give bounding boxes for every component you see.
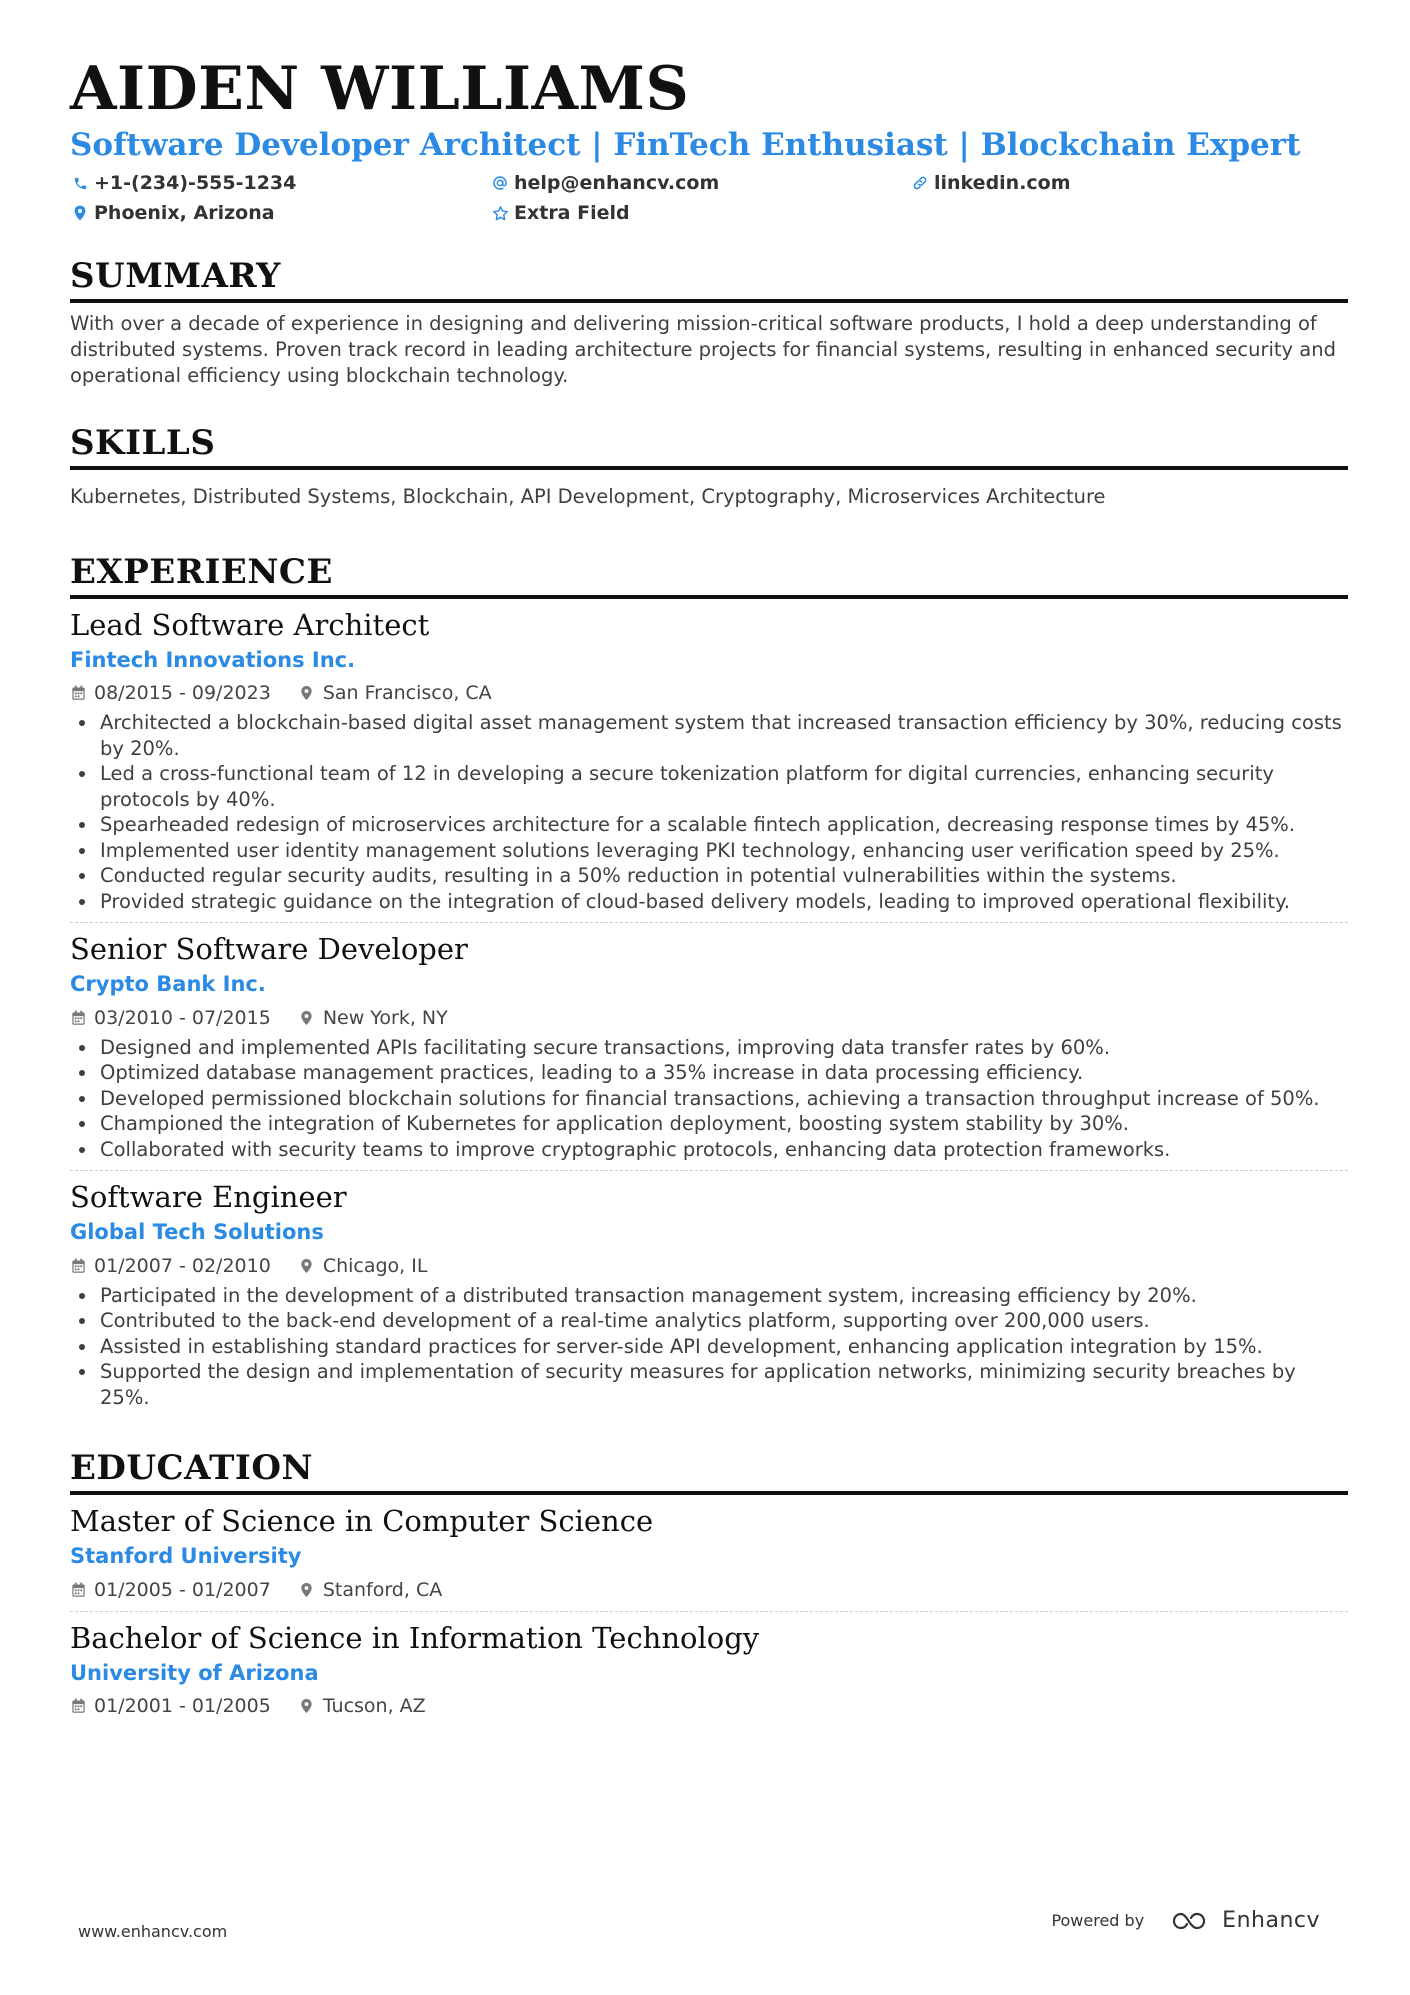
job-location-text: New York, NY (322, 1006, 448, 1029)
degree-title: Master of Science in Computer Science (70, 1504, 654, 1539)
bullet-item: • Collaborated with security teams to improve cryptographic protocols, enhancing data protection frameworks. (98, 1137, 1348, 1163)
calendar-icon (70, 1258, 86, 1274)
job-meta (70, 1253, 1348, 1279)
bullet-item: • Developed permissioned blockchain solutions for financial transactions, achieving a transaction throughput increase of 50%. (98, 1086, 1348, 1112)
skills-section (70, 423, 1348, 510)
enhancv-logo-icon (1170, 1909, 1214, 1933)
contact-phone-text: +1-(234)-555-1234 (94, 172, 297, 195)
location-pin-icon (299, 1698, 315, 1714)
summary-text: With over a decade of experience in designing and delivering mission-critical software products, I hold a deep understanding of distributed systems. Proven track record in leading architecture projects for financial systems, resulting in enhanced security and operational efficiency using blockchain technology. (70, 311, 1336, 387)
location-pin-icon (299, 1258, 315, 1274)
location-pin-icon (299, 1582, 315, 1598)
phone-icon (70, 176, 90, 191)
job-bullets (70, 710, 1348, 914)
bullet-item: • Provided strategic guidance on the integration of cloud-based delivery models, leading to improved operational flexibility. (98, 889, 1348, 915)
experience-title: EXPERIENCE (70, 552, 1348, 599)
location-pin-icon (299, 1010, 315, 1026)
bullet-item: • Optimized database management practices, leading to a 35% increase in data processing efficiency. (98, 1060, 1348, 1086)
bullet-item: • Designed and implemented APIs facilitating secure transactions, improving data transfer rates by 60%. (98, 1035, 1348, 1061)
calendar-icon (70, 1582, 86, 1598)
experience-item (70, 1179, 1348, 1410)
education-meta (70, 1577, 1348, 1603)
item-divider (70, 1170, 1348, 1171)
footer-website[interactable]: www.enhancv.com (78, 1922, 228, 1941)
contact-extra-field-text: Extra Field (514, 202, 630, 225)
experience-item (70, 931, 1348, 1171)
degree-title: Bachelor of Science in Information Technology (70, 1620, 760, 1655)
company-name: Crypto Bank Inc. (70, 972, 266, 997)
footer-branding[interactable] (1051, 1908, 1320, 1933)
company-name: Fintech Innovations Inc. (70, 647, 356, 672)
candidate-name: AIDEN WILLIAMS (70, 54, 690, 124)
at-icon (490, 175, 510, 191)
job-title: Lead Software Architect (70, 607, 430, 642)
item-divider (70, 922, 1348, 923)
school-name: University of Arizona (70, 1660, 319, 1685)
job-location (299, 1255, 428, 1277)
job-meta (70, 680, 1348, 706)
contact-extra-field (490, 200, 910, 226)
contact-linkedin-text: linkedin.com (934, 172, 1071, 195)
job-title: Software Engineer (70, 1180, 347, 1215)
calendar-icon (70, 1698, 86, 1714)
education-location-text: Stanford, CA (322, 1578, 443, 1601)
experience-section (70, 552, 1348, 1410)
calendar-icon (70, 1010, 86, 1026)
education-title: EDUCATION (70, 1448, 1348, 1495)
bullet-item: • Architected a blockchain-based digital asset management system that increased transaction efficiency by 30%, reducing costs by 20%. (98, 710, 1348, 761)
school-name: Stanford University (70, 1544, 302, 1569)
job-title: Senior Software Developer (70, 932, 468, 967)
job-dates: 01/2007 - 02/2010 (94, 1254, 271, 1277)
job-dates: 03/2010 - 07/2015 (94, 1006, 271, 1029)
contact-phone[interactable] (70, 170, 490, 196)
education-location (299, 1579, 442, 1601)
education-section (70, 1448, 1348, 1719)
bullet-item: • Supported the design and implementation of security measures for application networks, minimizing security breaches by 25%. (98, 1359, 1348, 1410)
education-meta (70, 1693, 1348, 1719)
job-location (299, 682, 492, 704)
summary-title: SUMMARY (70, 256, 1348, 303)
company-name: Global Tech Solutions (70, 1220, 324, 1245)
contact-list (70, 170, 1348, 226)
candidate-headline: Software Developer Architect | FinTech Enthusiast | Blockchain Expert (70, 127, 1301, 163)
job-dates: 08/2015 - 09/2023 (94, 682, 271, 705)
education-location (299, 1695, 426, 1717)
education-dates: 01/2005 - 01/2007 (94, 1578, 271, 1601)
resume-page (70, 54, 1348, 1719)
bullet-item: • Spearheaded redesign of microservices architecture for a scalable fintech application, decreasing response times by 45%. (98, 812, 1348, 838)
location-pin-icon (70, 205, 90, 221)
contact-location (70, 200, 490, 226)
bullet-item: • Implemented user identity management solutions leveraging PKI technology, enhancing user verification speed by 25%. (98, 838, 1348, 864)
job-location-text: Chicago, IL (322, 1254, 428, 1277)
job-bullets (70, 1035, 1348, 1163)
skills-title: SKILLS (70, 423, 1348, 470)
star-icon (490, 205, 510, 222)
contact-email-text: help@enhancv.com (514, 172, 720, 195)
bullet-item: • Contributed to the back-end development of a real-time analytics platform, supporting over 200,000 users. (98, 1308, 1348, 1334)
skills-text: Kubernetes, Distributed Systems, Blockchain, API Development, Cryptography, Microservices Architecture (70, 484, 1106, 508)
bullet-item: • Assisted in establishing standard practices for server-side API development, enhancing application integration by 15%. (98, 1334, 1348, 1360)
education-dates: 01/2001 - 01/2005 (94, 1695, 271, 1718)
location-pin-icon (299, 685, 315, 701)
job-bullets (70, 1283, 1348, 1411)
calendar-icon (70, 685, 86, 701)
bullet-item: • Conducted regular security audits, resulting in a 50% reduction in potential vulnerabilities within the systems. (98, 863, 1348, 889)
contact-location-text: Phoenix, Arizona (94, 202, 275, 225)
bullet-item: • Championed the integration of Kubernetes for application deployment, boosting system stability by 30%. (98, 1111, 1348, 1137)
job-location-text: San Francisco, CA (322, 682, 492, 705)
contact-email[interactable] (490, 170, 910, 196)
education-location-text: Tucson, AZ (322, 1695, 426, 1718)
experience-item (70, 607, 1348, 924)
job-meta (70, 1005, 1348, 1031)
summary-section (70, 256, 1348, 389)
job-location (299, 1007, 448, 1029)
brand-name: Enhancv (1222, 1908, 1320, 1933)
bullet-item: • Led a cross-functional team of 12 in developing a secure tokenization platform for digital currencies, enhancing security protocols by 40%. (98, 761, 1348, 812)
item-divider (70, 1611, 1348, 1612)
bullet-item: • Participated in the development of a distributed transaction management system, increasing efficiency by 20%. (98, 1283, 1348, 1309)
contact-linkedin[interactable] (910, 170, 1330, 196)
link-icon (910, 175, 930, 191)
powered-by-label: Powered by (1051, 1911, 1145, 1930)
education-item (70, 1620, 1348, 1720)
education-item (70, 1503, 1348, 1612)
